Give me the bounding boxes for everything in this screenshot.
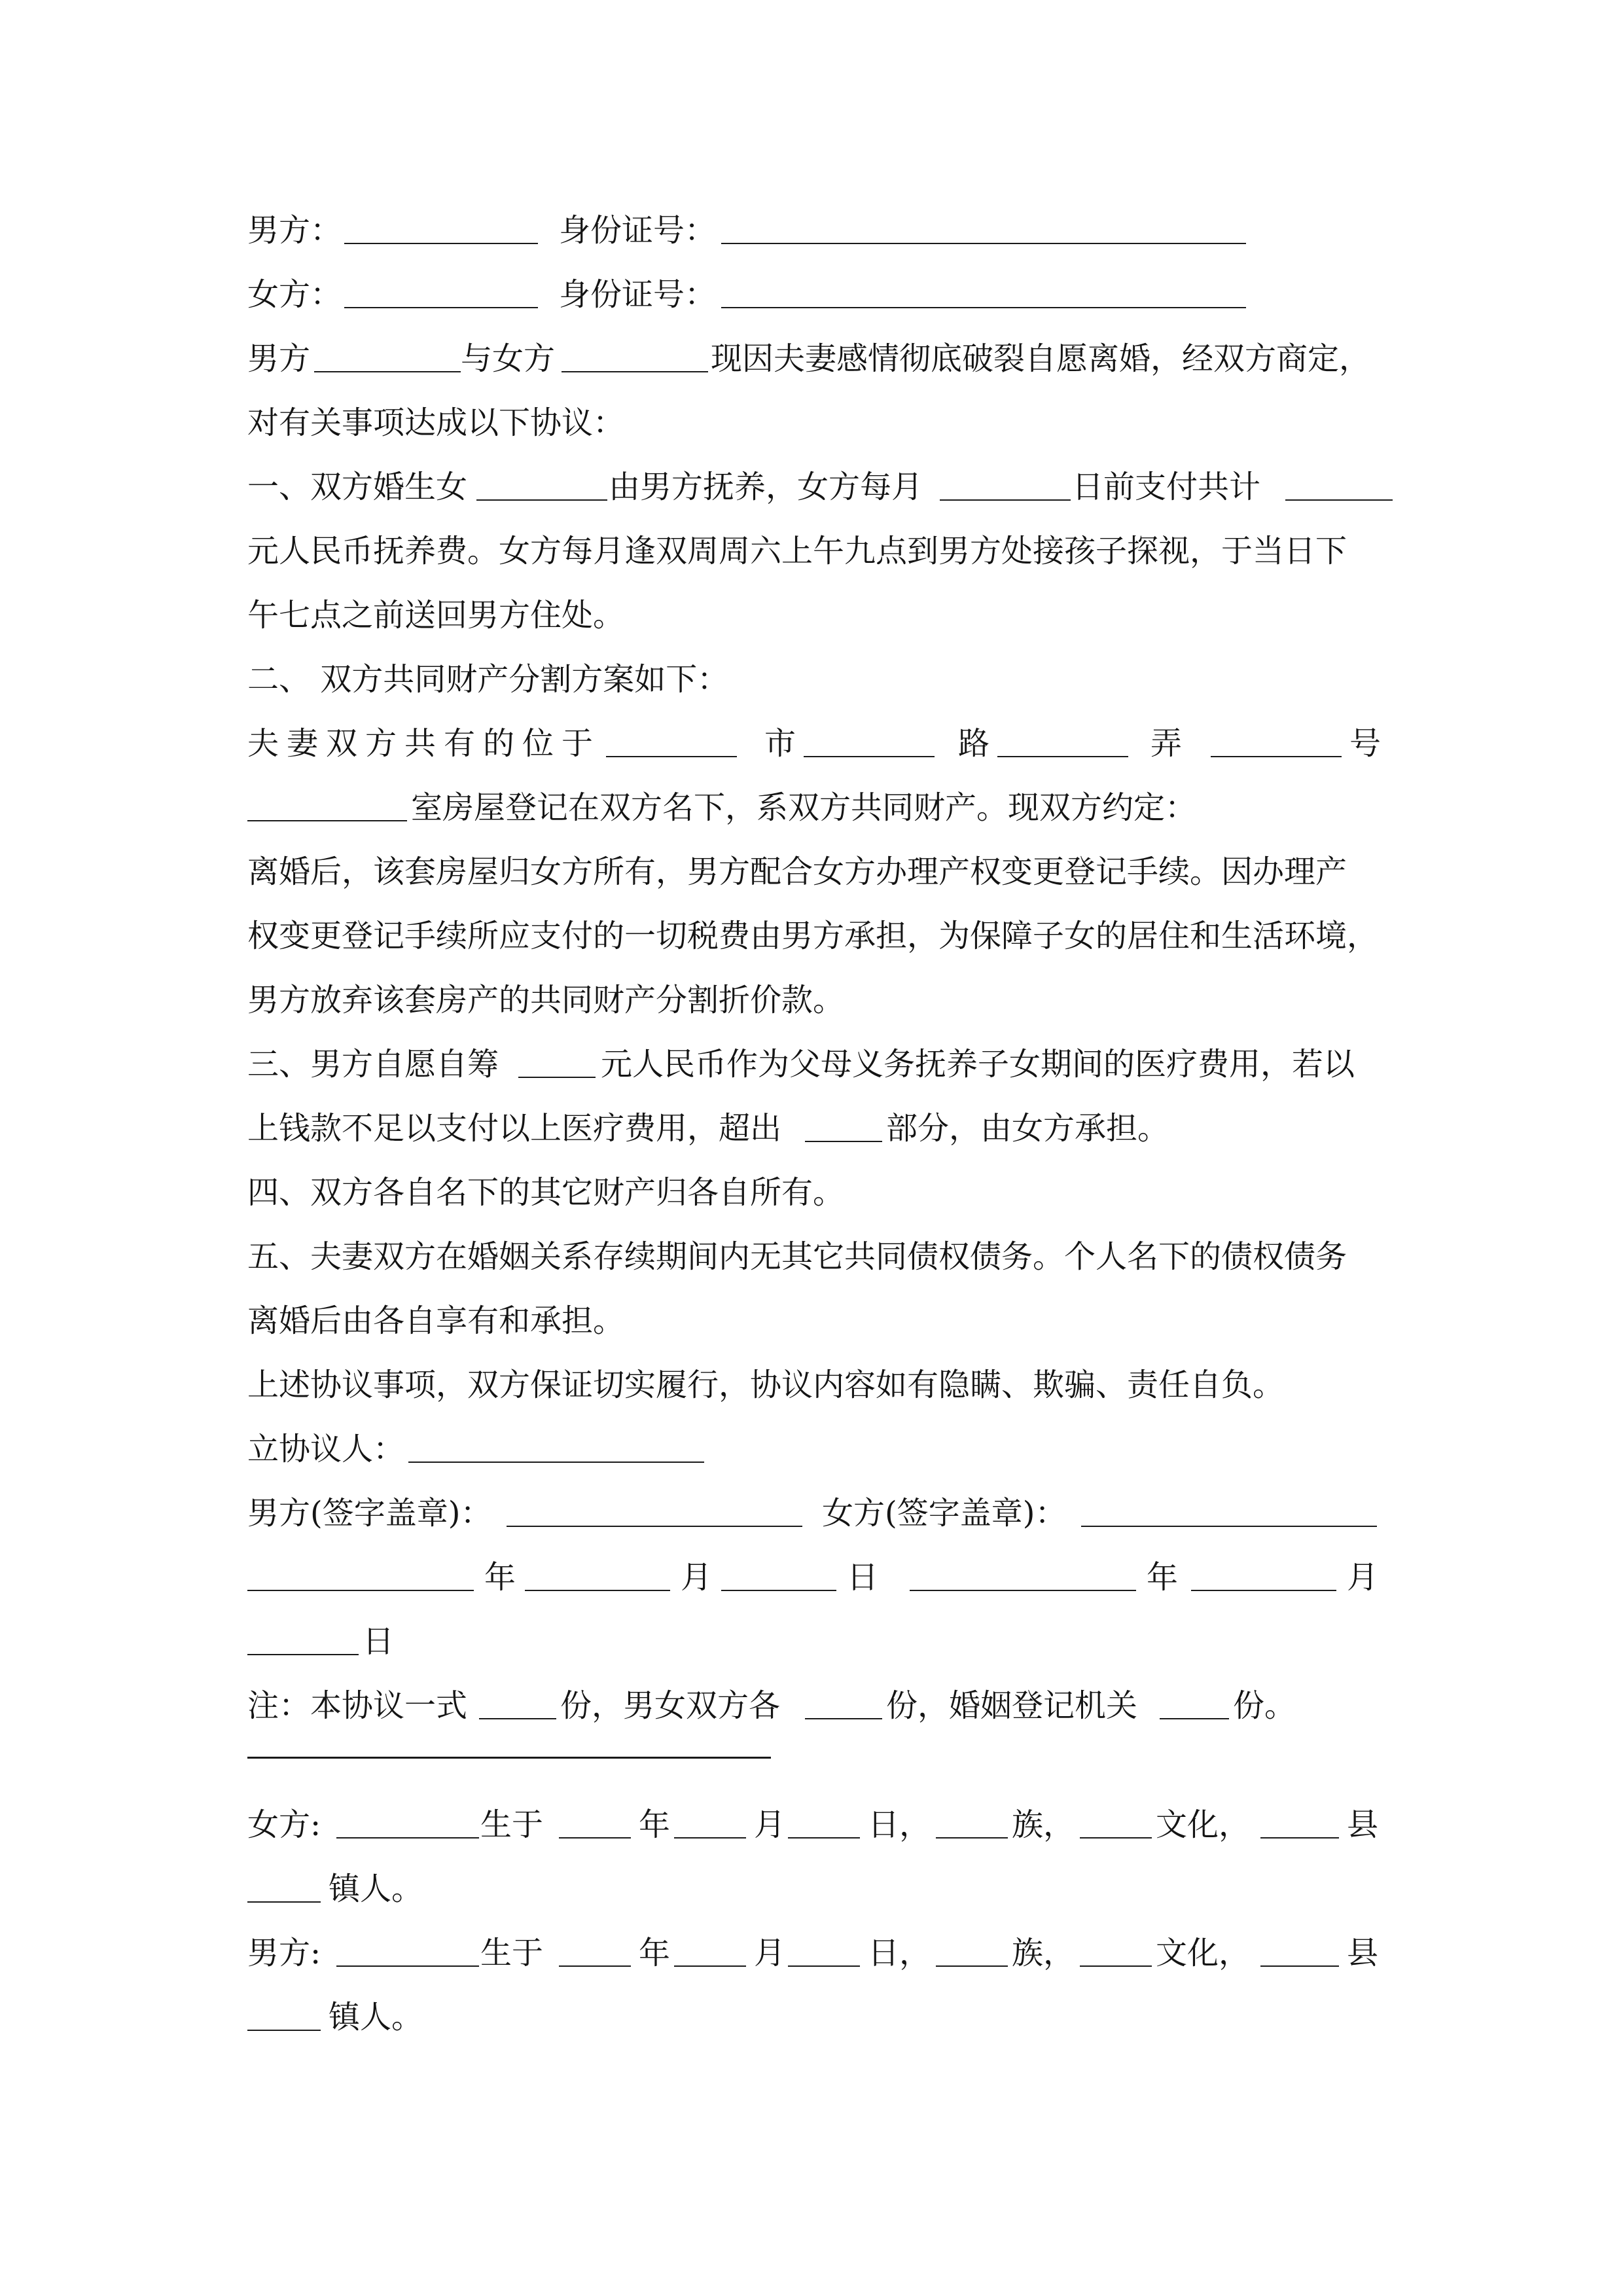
intro-male: 男方 (247, 340, 311, 377)
male-info-line (247, 207, 1425, 254)
guarantee-text: 上述协议事项，双方保证切实履行，协议内容如有隐瞒、欺骗、责任自负。 (247, 1367, 1285, 1403)
male-born-label: 生于 (480, 1935, 544, 1971)
female-month-unit: 月 (754, 1806, 786, 1843)
signatory-label: 立协议人： (247, 1431, 405, 1467)
address-lane-blank[interactable] (1211, 755, 1342, 757)
signature-line (247, 1490, 1425, 1537)
intro-line (247, 335, 1425, 382)
male-person-line-2 (247, 1994, 509, 2041)
male-year-blank[interactable] (247, 1589, 474, 1591)
male-town-blank[interactable] (247, 2029, 321, 2031)
daughter-name-blank[interactable] (476, 499, 607, 501)
male-day-blank[interactable] (721, 1589, 836, 1591)
female-born-label: 生于 (480, 1806, 544, 1843)
female-person-line-2 (247, 1865, 509, 1912)
clause-3-text-a: 三、男方自愿自筹 (247, 1046, 499, 1083)
address-lane: 弄 (1150, 725, 1183, 762)
note-text-d: 份。 (1233, 1687, 1296, 1724)
female-month-blank[interactable] (1191, 1589, 1336, 1591)
male-id-blank[interactable] (721, 242, 1246, 244)
male-day-label: 日 (847, 1559, 879, 1596)
address-road-blank[interactable] (997, 755, 1128, 757)
female-birth-year-blank[interactable] (559, 1837, 631, 1839)
clause-2-room-line (247, 784, 1425, 831)
date-line (247, 1554, 1425, 1601)
signatory-line (247, 1426, 1425, 1473)
male-town-unit: 镇人。 (329, 1999, 423, 2036)
male-county-unit: 县 (1347, 1935, 1379, 1971)
pay-day-blank[interactable] (940, 499, 1071, 501)
female-signature-blank[interactable] (1081, 1525, 1377, 1527)
male-birth-year-blank[interactable] (559, 1965, 631, 1967)
address-city: 市 (764, 725, 796, 762)
clause-3-text-d: 部分，由女方承担。 (886, 1110, 1169, 1147)
copies-each-blank[interactable] (805, 1717, 882, 1719)
male-year-unit: 年 (639, 1935, 671, 1971)
male-month-unit: 月 (754, 1935, 786, 1971)
female-town-unit: 镇人。 (329, 1871, 423, 1907)
note-text-b: 份，男女双方各 (560, 1687, 781, 1724)
female-id-label: 身份证号： (559, 276, 717, 313)
female-year-blank[interactable] (910, 1589, 1136, 1591)
clause-1-line-1 (247, 463, 1425, 511)
clause-1-text-a: 一、双方婚生女 (247, 469, 468, 505)
intro-male-blank[interactable] (314, 370, 461, 372)
female-ethnic-unit: 族， (1012, 1806, 1075, 1843)
female-day-unit: 日， (868, 1806, 931, 1843)
female-birth-day-blank[interactable] (788, 1837, 860, 1839)
separator-line (247, 1757, 771, 1759)
male-birth-day-blank[interactable] (788, 1965, 860, 1967)
male-person-label: 男方: (247, 1935, 321, 1971)
female-day-label: 日 (363, 1623, 395, 1660)
female-id-blank[interactable] (721, 306, 1246, 308)
male-name-blank[interactable] (344, 242, 538, 244)
female-county-unit: 县 (1347, 1806, 1379, 1843)
female-person-name-blank[interactable] (336, 1837, 479, 1839)
date-line-2 (247, 1618, 509, 1665)
male-signature-label: 男方(签字盖章)： (247, 1495, 492, 1532)
female-person-label: 女方: (247, 1806, 321, 1843)
male-birth-month-blank[interactable] (674, 1965, 746, 1967)
male-signature-blank[interactable] (507, 1525, 802, 1527)
clause-5-line-1: 五、夫妻双方在婚姻关系存续期间内无其它共同债权债务。个人名下的债权债务 (247, 1238, 1347, 1275)
clause-1-line-3: 午七点之前送回男方住处。 (247, 597, 625, 634)
male-month-label: 月 (681, 1559, 713, 1596)
clause-2-line-5: 男方放弃该套房产的共同财产分割折价款。 (247, 982, 845, 1018)
female-signature-label: 女方(签字盖章)： (822, 1495, 1067, 1532)
female-info-line (247, 271, 1425, 318)
excess-amount-blank[interactable] (805, 1140, 882, 1142)
male-person-name-blank[interactable] (336, 1965, 479, 1967)
female-town-blank[interactable] (247, 1901, 321, 1903)
address-number: 号 (1349, 725, 1382, 762)
intro-female: 与女方 (461, 340, 556, 377)
male-county-blank[interactable] (1260, 1965, 1339, 1967)
address-location-blank[interactable] (606, 755, 737, 757)
female-label: 女方： (247, 276, 342, 313)
note-line (247, 1682, 1425, 1729)
intro-reason: 现因夫妻感情彻底破裂自愿离婚，经双方商定， (711, 340, 1371, 377)
female-year-label: 年 (1147, 1559, 1179, 1596)
male-label: 男方： (247, 212, 342, 249)
female-birth-month-blank[interactable] (674, 1837, 746, 1839)
female-ethnic-blank[interactable] (936, 1837, 1008, 1839)
male-year-label: 年 (484, 1559, 516, 1596)
female-year-unit: 年 (639, 1806, 671, 1843)
female-name-blank[interactable] (344, 306, 538, 308)
address-room-blank[interactable] (247, 819, 407, 821)
support-amount-blank[interactable] (1285, 499, 1393, 501)
medical-amount-blank[interactable] (518, 1076, 596, 1078)
clause-1-line-2: 元人民币抚养费。女方每月逢双周周六上午九点到男方处接孩子探视，于当日下 (247, 533, 1347, 569)
clause-3-line-2 (247, 1105, 1425, 1152)
clause-3-text-b: 元人民币作为父母义务抚养子女期间的医疗费用，若以 (601, 1046, 1355, 1083)
female-culture-blank[interactable] (1080, 1837, 1152, 1839)
male-day-unit: 日， (868, 1935, 931, 1971)
male-ethnic-unit: 族， (1012, 1935, 1075, 1971)
male-ethnic-blank[interactable] (936, 1965, 1008, 1967)
female-culture-unit: 文化， (1156, 1806, 1251, 1843)
address-city-blank[interactable] (804, 755, 935, 757)
copies-registry-blank[interactable] (1160, 1717, 1229, 1719)
signatory-blank[interactable] (408, 1461, 704, 1463)
male-month-blank[interactable] (525, 1589, 670, 1591)
clause-5-line-2: 离婚后由各自享有和承担。 (247, 1302, 625, 1339)
intro-female-blank[interactable] (562, 370, 708, 372)
clause-2-title: 二、 双方共同财产分割方案如下： (247, 661, 729, 698)
address-prefix: 夫妻双方共有的位于 (247, 725, 601, 762)
clause-4: 四、双方各自名下的其它财产归各自所有。 (247, 1174, 845, 1211)
male-id-label: 身份证号： (559, 212, 717, 249)
female-person-line (247, 1801, 1425, 1848)
room-text: 室房屋登记在双方名下，系双方共同财产。现双方约定： (411, 789, 1197, 826)
note-text-c: 份，婚姻登记机关 (886, 1687, 1138, 1724)
male-person-line (247, 1929, 1425, 1977)
address-road: 路 (958, 725, 990, 762)
female-day-blank[interactable] (247, 1653, 359, 1655)
clause-2-line-4: 权变更登记手续所应支付的一切税费由男方承担，为保障子女的居住和生活环境， (247, 918, 1379, 954)
female-month-label: 月 (1347, 1559, 1379, 1596)
female-county-blank[interactable] (1260, 1837, 1339, 1839)
male-culture-unit: 文化， (1156, 1935, 1251, 1971)
male-culture-blank[interactable] (1080, 1965, 1152, 1967)
clause-3-text-c: 上钱款不足以支付以上医疗费用，超出 (247, 1110, 782, 1147)
clause-1-text-b: 由男方抚养，女方每月 (609, 469, 923, 505)
clause-3-line-1 (247, 1041, 1425, 1088)
clause-2-address-line (247, 720, 1425, 767)
copies-total-blank[interactable] (479, 1717, 556, 1719)
intro-line-2: 对有关事项达成以下协议： (247, 404, 625, 441)
clause-1-text-c: 日前支付共计 (1072, 469, 1261, 505)
clause-2-line-3: 离婚后，该套房屋归女方所有，男方配合女方办理产权变更登记手续。因办理产 (247, 853, 1347, 890)
note-text-a: 注：本协议一式 (247, 1687, 468, 1724)
